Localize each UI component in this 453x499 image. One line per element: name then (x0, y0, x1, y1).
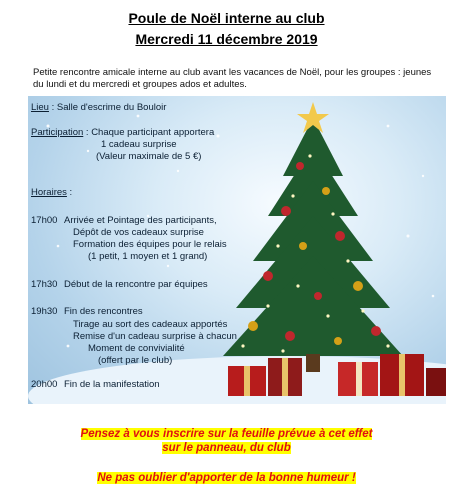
reminder-line-2: sur le panneau, du club (162, 442, 291, 454)
schedule-line: Tirage au sort des cadeaux apportés (73, 319, 228, 330)
schedule-line: (1 petit, 1 moyen et 1 grand) (88, 251, 208, 262)
participation-label: Participation (31, 127, 84, 138)
horaires-label: Horaires (31, 187, 67, 198)
schedule-line: Formation des équipes pour le relais (73, 239, 227, 250)
lieu-label: Lieu (31, 102, 49, 113)
schedule-line: Arrivée et Pointage des participants, (64, 215, 217, 226)
title-line-1: Poule de Noël interne au club (128, 10, 325, 26)
horaires-heading: Horaires : (31, 187, 73, 198)
schedule-line: Moment de convivialité (88, 343, 185, 354)
schedule-line: (offert par le club) (98, 355, 173, 366)
intro-paragraph: Petite rencontre amicale interne au club avant les vacances de Noël, pour les groupes : jeunes du lundi et du mercredi et groupes ados et adultes. (33, 67, 432, 90)
schedule-time: 19h30 (31, 306, 58, 317)
participation-text-3: (Valeur maximale de 5 €) (96, 151, 202, 162)
schedule-line: Début de la rencontre par équipes (64, 279, 208, 290)
participation-text-2: 1 cadeau surprise (101, 139, 177, 150)
lieu-line (31, 102, 166, 114)
reminder-line-1: Pensez à vous inscrire sur la feuille prévue à cet effet (80, 428, 373, 440)
schedule-line: Dépôt de vos cadeaux surprise (73, 227, 204, 238)
schedule-time: 20h00 (31, 379, 58, 390)
closing-line: Ne pas oublier d'apporter de la bonne humeur ! (97, 472, 356, 484)
schedule-line: Fin des rencontres (64, 306, 143, 317)
participation-line-1 (31, 127, 214, 139)
schedule-line: Remise d'un cadeau surprise à chacun (73, 331, 237, 342)
schedule-time: 17h30 (31, 279, 58, 290)
participation-text-1: : Chaque participant apportera (83, 127, 215, 138)
schedule-line: Fin de la manifestation (64, 379, 160, 390)
title-line-2: Mercredi 11 décembre 2019 (135, 31, 318, 47)
lieu-value: : Salle d'escrime du Bouloir (48, 102, 167, 113)
schedule-time: 17h00 (31, 215, 58, 226)
christmas-tree-photo (28, 96, 446, 404)
